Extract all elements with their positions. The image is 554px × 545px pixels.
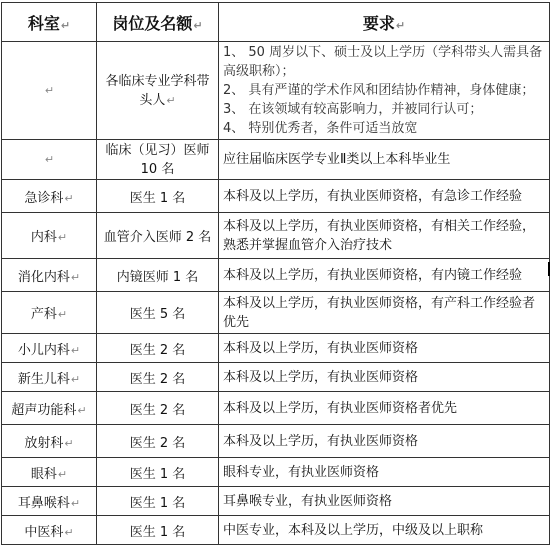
requirements-cell: 本科及以上学历，有执业医师资格者优先 — [219, 392, 550, 425]
department-cell: 急诊科↵ — [2, 180, 97, 213]
position-cell: 医生 2 名 — [97, 392, 219, 425]
list-item: 2、 具有严谨的学术作风和团结协作精神，身体健康； — [223, 83, 535, 98]
header-position: 岗位及名额↵ — [97, 3, 219, 42]
paragraph-mark-icon: ↵ — [60, 18, 71, 32]
department-cell: 消化内科↵ — [2, 259, 97, 292]
requirements-cell — [219, 42, 550, 140]
position-cell: 医生 5 名 — [97, 292, 219, 334]
list-item: 4、 特别优秀者，条件可适当放宽 — [223, 121, 418, 136]
table-row — [2, 259, 550, 292]
position-cell: 临床（见习）医师 10 名 — [97, 140, 219, 180]
requirements-cell: 本科及以上学历，有执业医师资格 — [219, 363, 550, 392]
table-row — [2, 213, 550, 259]
paragraph-mark-icon: ↵ — [395, 18, 406, 32]
department-cell — [2, 42, 97, 140]
paragraph-mark-icon: ↵ — [166, 93, 176, 107]
department-cell: 小儿内科↵ — [2, 334, 97, 363]
department-cell: 超声功能科↵ — [2, 392, 97, 425]
requirements-cell: 应往届临床医学专业Ⅱ类以上本科毕业生 — [219, 140, 550, 180]
list-item: 1、 50 周岁以下、硕士及以上学历（学科带头人需具备高级职称）； — [223, 45, 543, 79]
position-cell: 各临床专业学科带头人↵ — [97, 42, 219, 140]
requirements-cell: 本科及以上学历，有执业医师资格 — [219, 425, 550, 458]
list-item: 3、 在该领域有较高影响力，并被同行认可； — [223, 102, 483, 117]
department-cell: 耳鼻喉科↵ — [2, 487, 97, 516]
department-cell: 产科↵ — [2, 292, 97, 334]
requirements-cell: 本科及以上学历，有执业医师资格，有相关工作经验，熟悉并掌握血管介入治疗技术 — [219, 213, 550, 259]
requirements-cell: 本科及以上学历，有执业医师资格，有内镜工作经验 — [219, 259, 550, 292]
table-row — [2, 140, 550, 180]
requirements-cell: 眼科专业，有执业医师资格 — [219, 458, 550, 487]
paragraph-mark-icon: ↵ — [70, 270, 81, 284]
requirements-cell: 耳鼻喉专业，有执业医师资格 — [219, 487, 550, 516]
paragraph-mark-icon: ↵ — [70, 372, 81, 386]
requirements-cell: 本科及以上学历，有执业医师资格 — [219, 334, 550, 363]
table-row — [2, 180, 550, 213]
table-row — [2, 487, 550, 516]
paragraph-mark-icon: ↵ — [70, 496, 81, 510]
department-cell: 眼科↵ — [2, 458, 97, 487]
paragraph-mark-icon: ↵ — [64, 436, 74, 450]
requirements-list — [223, 43, 545, 138]
requirements-cell: 中医专业，本科及以上学历，中级及以上职称 — [219, 516, 550, 545]
paragraph-mark-icon: ↵ — [77, 403, 87, 417]
position-cell: 内镜医师 1 名 — [97, 259, 219, 292]
position-cell: 医生 1 名 — [97, 180, 219, 213]
recruitment-table — [1, 2, 550, 545]
paragraph-mark-icon: ↵ — [57, 467, 68, 481]
table-row — [2, 363, 550, 392]
table-row — [2, 458, 550, 487]
cursor-mark — [548, 262, 554, 276]
table-header-row — [2, 3, 550, 42]
table-row — [2, 292, 550, 334]
table-row — [2, 42, 550, 140]
department-cell: 放射科↵ — [2, 425, 97, 458]
department-cell: 内科↵ — [2, 213, 97, 259]
paragraph-mark-icon: ↵ — [193, 18, 203, 32]
paragraph-mark-icon: ↵ — [64, 525, 74, 539]
paragraph-mark-icon: ↵ — [70, 343, 81, 357]
department-cell: 新生儿科↵ — [2, 363, 97, 392]
table-row — [2, 425, 550, 458]
position-cell: 医生 1 名 — [97, 458, 219, 487]
department-cell — [2, 140, 97, 180]
paragraph-mark-icon: ↵ — [57, 308, 68, 321]
table-row — [2, 392, 550, 425]
position-cell: 医生 1 名 — [97, 516, 219, 545]
paragraph-mark-icon: ↵ — [57, 231, 68, 244]
paragraph-mark-icon: ↵ — [44, 84, 55, 97]
header-requirements: 要求↵ — [219, 3, 550, 42]
position-cell: 医生 2 名 — [97, 334, 219, 363]
requirements-cell: 本科及以上学历，有执业医师资格，有产科工作经验者优先 — [219, 292, 550, 334]
position-cell: 血管介入医师 2 名 — [97, 213, 219, 259]
position-cell: 医生 2 名 — [97, 425, 219, 458]
table-row — [2, 334, 550, 363]
position-cell: 医生 1 名 — [97, 487, 219, 516]
header-department: 科室↵ — [2, 3, 97, 42]
paragraph-mark-icon: ↵ — [64, 191, 74, 205]
department-cell: 中医科↵ — [2, 516, 97, 545]
position-cell: 医生 2 名 — [97, 363, 219, 392]
requirements-cell: 本科及以上学历，有执业医师资格，有急诊工作经验 — [219, 180, 550, 213]
paragraph-mark-icon: ↵ — [44, 153, 55, 166]
table-row — [2, 516, 550, 545]
